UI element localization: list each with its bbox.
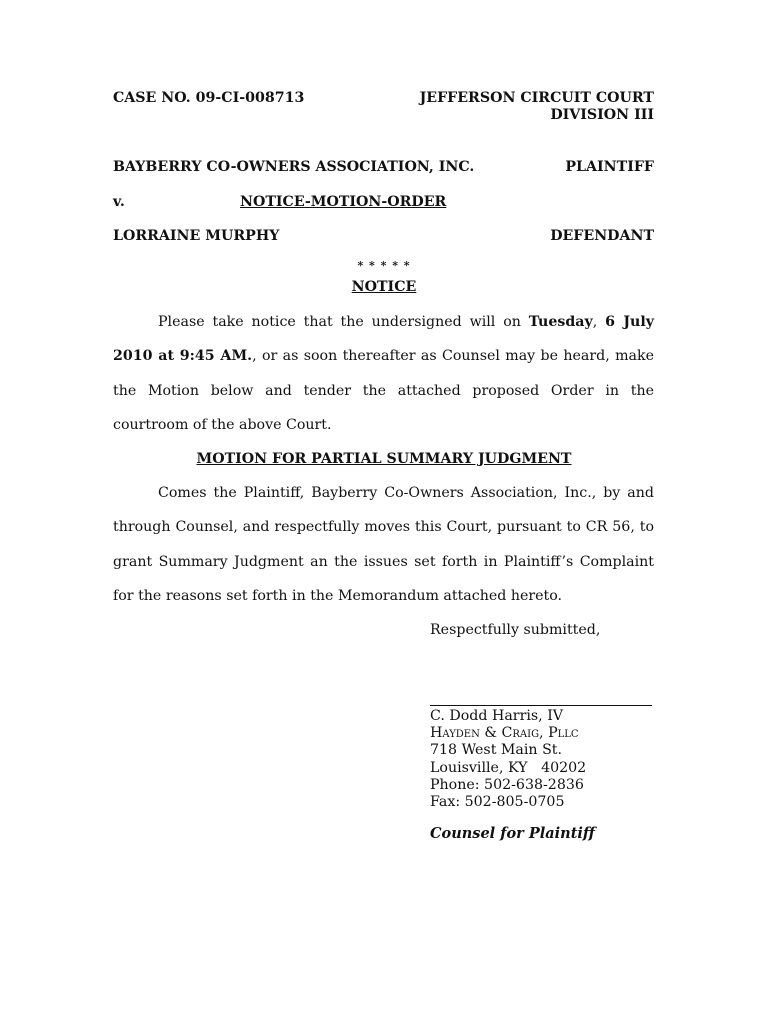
signature-line [430, 705, 652, 706]
city-state-zip: Louisville, KY 40202 [430, 759, 587, 776]
defendant-label: DEFENDANT [550, 228, 654, 244]
motion-paragraph: Comes the Plaintiff, Bayberry Co-Owners Association, Inc., by and through Counsel, and respectfully moves this Court, pursuant to CR 56, to grant Summary Judgment an the issues set forth in Plaintiff’s Complaint for the reasons set forth in the Memorandum attached hereto. [113, 485, 654, 604]
phone-number: Phone: 502-638-2836 [430, 776, 584, 793]
motion-heading-text: MOTION FOR PARTIAL SUMMARY JUDGMENT [196, 451, 572, 467]
notice-heading [0, 279, 768, 295]
notice-date-day: Tuesday [528, 314, 593, 330]
counsel-role: Counsel for Plaintiff [430, 825, 595, 842]
notice-text-3: , or as soon thereafter as Counsel may be heard, make the Motion below and tender the attached proposed Order in the courtroom of the above Court. [113, 348, 654, 433]
notice-date-time: 6 July 2010 at 9:45 AM. [113, 314, 654, 365]
court-name: JEFFERSON CIRCUIT COURT [419, 90, 654, 106]
fax-number: Fax: 502-805-0705 [430, 794, 565, 811]
closing-line: Respectfully submitted, [430, 622, 601, 638]
versus-label: v. [113, 194, 125, 210]
section-separator: * * * * * [357, 259, 411, 272]
street-address: 718 West Main St. [430, 742, 563, 759]
motion-heading [0, 451, 768, 467]
plaintiff-label: PLAINTIFF [565, 159, 654, 175]
plaintiff-name: BAYBERRY CO-OWNERS ASSOCIATION, INC. [113, 159, 475, 175]
attorney-name: C. Dodd Harris, IV [430, 708, 564, 724]
notice-text-1: Please take notice that the undersigned will on [158, 314, 529, 330]
notice-heading-text: NOTICE [351, 279, 417, 295]
notice-text-2: , [592, 314, 606, 330]
notice-paragraph [113, 305, 654, 442]
law-firm-name: Hayden & Craig, Pllc [430, 725, 579, 742]
document-title: NOTICE-MOTION-ORDER [240, 194, 447, 210]
court-division: DIVISION III [550, 107, 654, 123]
signature-block [430, 708, 586, 811]
case-number: CASE NO. 09-CI-008713 [113, 90, 305, 106]
defendant-name: LORRAINE MURPHY [113, 228, 280, 244]
